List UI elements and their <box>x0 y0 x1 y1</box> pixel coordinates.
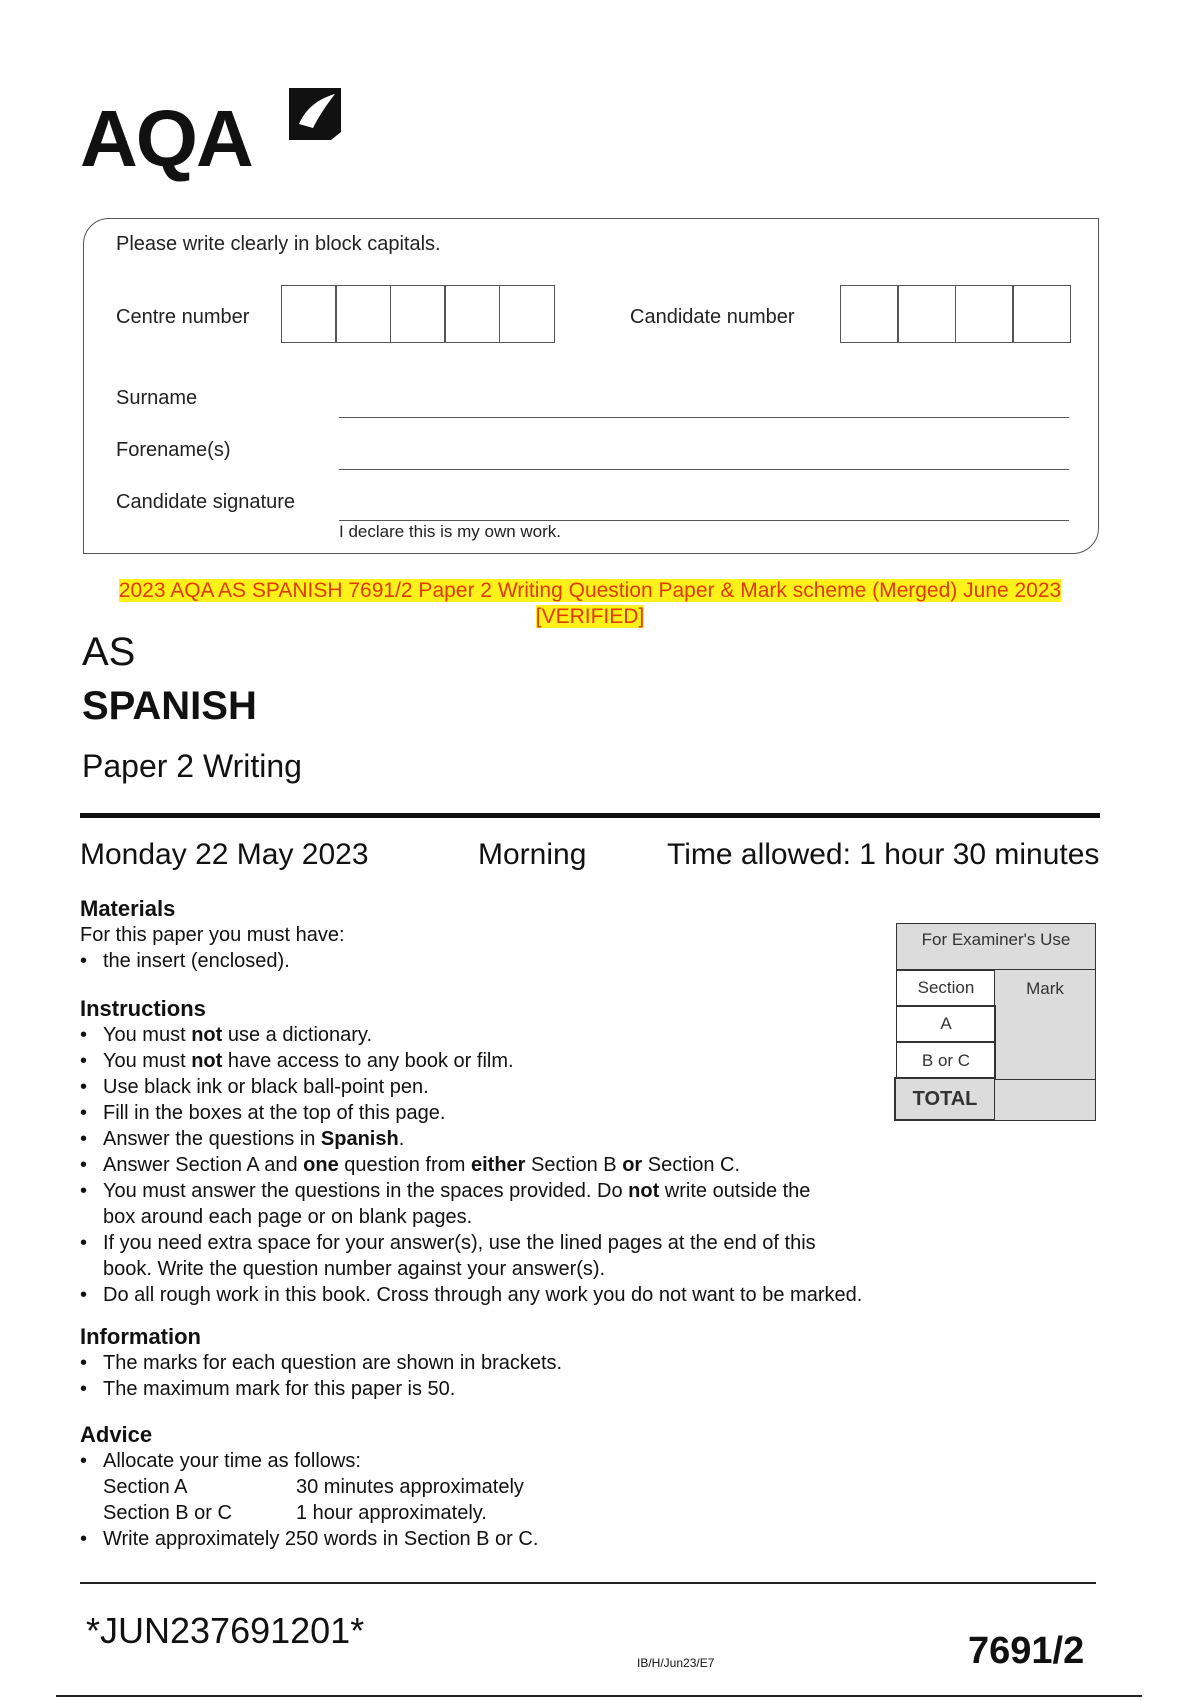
candidate-digit-box[interactable] <box>1012 285 1071 343</box>
centre-digit-box[interactable] <box>335 285 391 343</box>
examiner-col-mark: Mark <box>994 969 1096 1081</box>
footer-divider <box>80 1582 1096 1584</box>
page-bottom-rule <box>56 1695 1142 1697</box>
time-allowed: Time allowed: 1 hour 30 minutes <box>667 838 1100 871</box>
instruction-item: • If you need extra space for your answer(s), use the lined pages at the end of this book. Write the question number against your answer(s). <box>80 1230 833 1282</box>
advice-item: • Allocate your time as follows: Section A 30 minutes approximately Section B or C 1 hour approximately. <box>80 1448 880 1526</box>
candidate-digit-box[interactable] <box>897 285 956 343</box>
forenames-line[interactable] <box>339 469 1069 470</box>
forenames-label: Forename(s) <box>116 439 231 461</box>
exam-date: Monday 22 May 2023 <box>80 838 369 871</box>
surname-label: Surname <box>116 387 198 409</box>
materials-intro: For this paper you must have: <box>80 924 345 946</box>
advice-heading: Advice <box>80 1422 153 1447</box>
information-item: • The maximum mark for this paper is 50. <box>80 1376 880 1402</box>
advice-section-name: Section A <box>103 1476 188 1498</box>
instructions-heading: Instructions <box>80 996 206 1021</box>
instruction-item: • You must answer the questions in the spaces provided. Do not write outside the box around each page or on blank pages. <box>80 1178 833 1230</box>
instruction-item: • Answer Section A and one question from either Section B or Section C. <box>80 1152 910 1178</box>
centre-number-label: Centre number <box>116 306 250 328</box>
centre-digit-box[interactable] <box>499 285 555 343</box>
block-capitals-instruction: Please write clearly in block capitals. <box>116 233 441 255</box>
paper-code: 7691/2 <box>968 1630 1085 1672</box>
aqa-logo <box>80 84 350 184</box>
advice-item: • Write approximately 250 words in Section B or C. <box>80 1526 880 1552</box>
declaration-text: I declare this is my own work. <box>339 522 562 541</box>
instruction-item: • Use black ink or black ball-point pen. <box>80 1074 910 1100</box>
instruction-item: • Answer the questions in Spanish. <box>80 1126 910 1152</box>
candidate-details-box <box>83 218 1099 554</box>
candidate-digit-box[interactable] <box>955 285 1014 343</box>
highlighted-title <box>80 578 1100 630</box>
instruction-item: • Fill in the boxes at the top of this page. <box>80 1100 910 1126</box>
materials-section <box>80 896 880 974</box>
paper-reference: IB/H/Jun23/E7 <box>637 1656 715 1670</box>
examiner-total-mark[interactable] <box>994 1079 1096 1121</box>
highlighted-title-line2: [VERIFIED] <box>535 605 645 628</box>
examiner-total-label: TOTAL <box>894 1077 996 1121</box>
information-heading: Information <box>80 1324 201 1349</box>
advice-section <box>80 1422 880 1552</box>
header-divider <box>80 813 1100 818</box>
centre-digit-box[interactable] <box>390 285 446 343</box>
logo-mark-icon <box>285 84 345 144</box>
signature-line[interactable] <box>339 520 1069 521</box>
examiner-col-section: Section <box>896 969 996 1007</box>
instructions-section <box>80 996 910 1308</box>
examiner-table-title: For Examiner's Use <box>896 923 1096 971</box>
candidate-digit-box[interactable] <box>840 285 899 343</box>
materials-heading: Materials <box>80 896 176 921</box>
qualification-level: AS <box>82 630 136 674</box>
advice-section-time: 30 minutes approximately <box>296 1476 524 1498</box>
surname-line[interactable] <box>339 417 1069 418</box>
examiner-row-label: B or C <box>896 1041 996 1081</box>
subject-title: SPANISH <box>82 684 257 728</box>
signature-label: Candidate signature <box>116 491 296 513</box>
advice-section-time: 1 hour approximately. <box>296 1502 487 1524</box>
paper-title: Paper 2 Writing <box>82 748 302 784</box>
barcode-text: *JUN237691201* <box>86 1610 365 1651</box>
centre-number-boxes[interactable] <box>282 285 555 343</box>
instruction-item: • Do all rough work in this book. Cross through any work you do not want to be marked. <box>80 1282 910 1308</box>
centre-digit-box[interactable] <box>444 285 500 343</box>
candidate-number-boxes[interactable] <box>841 285 1071 343</box>
highlighted-title-line1: 2023 AQA AS SPANISH 7691/2 Paper 2 Writing Question Paper & Mark scheme (Merged) June 2023 <box>118 579 1062 602</box>
exam-session: Morning <box>478 838 587 871</box>
logo-text: AQA <box>80 94 252 183</box>
materials-item: • the insert (enclosed). <box>80 948 880 974</box>
instruction-item: • You must not use a dictionary. <box>80 1022 910 1048</box>
centre-digit-box[interactable] <box>281 285 337 343</box>
instruction-item: • You must not have access to any book or film. <box>80 1048 910 1074</box>
information-item: • The marks for each question are shown in brackets. <box>80 1350 880 1376</box>
examiner-row-label: A <box>896 1005 996 1043</box>
advice-section-name: Section B or C <box>103 1502 232 1524</box>
candidate-number-label: Candidate number <box>630 306 795 328</box>
information-section <box>80 1324 880 1402</box>
